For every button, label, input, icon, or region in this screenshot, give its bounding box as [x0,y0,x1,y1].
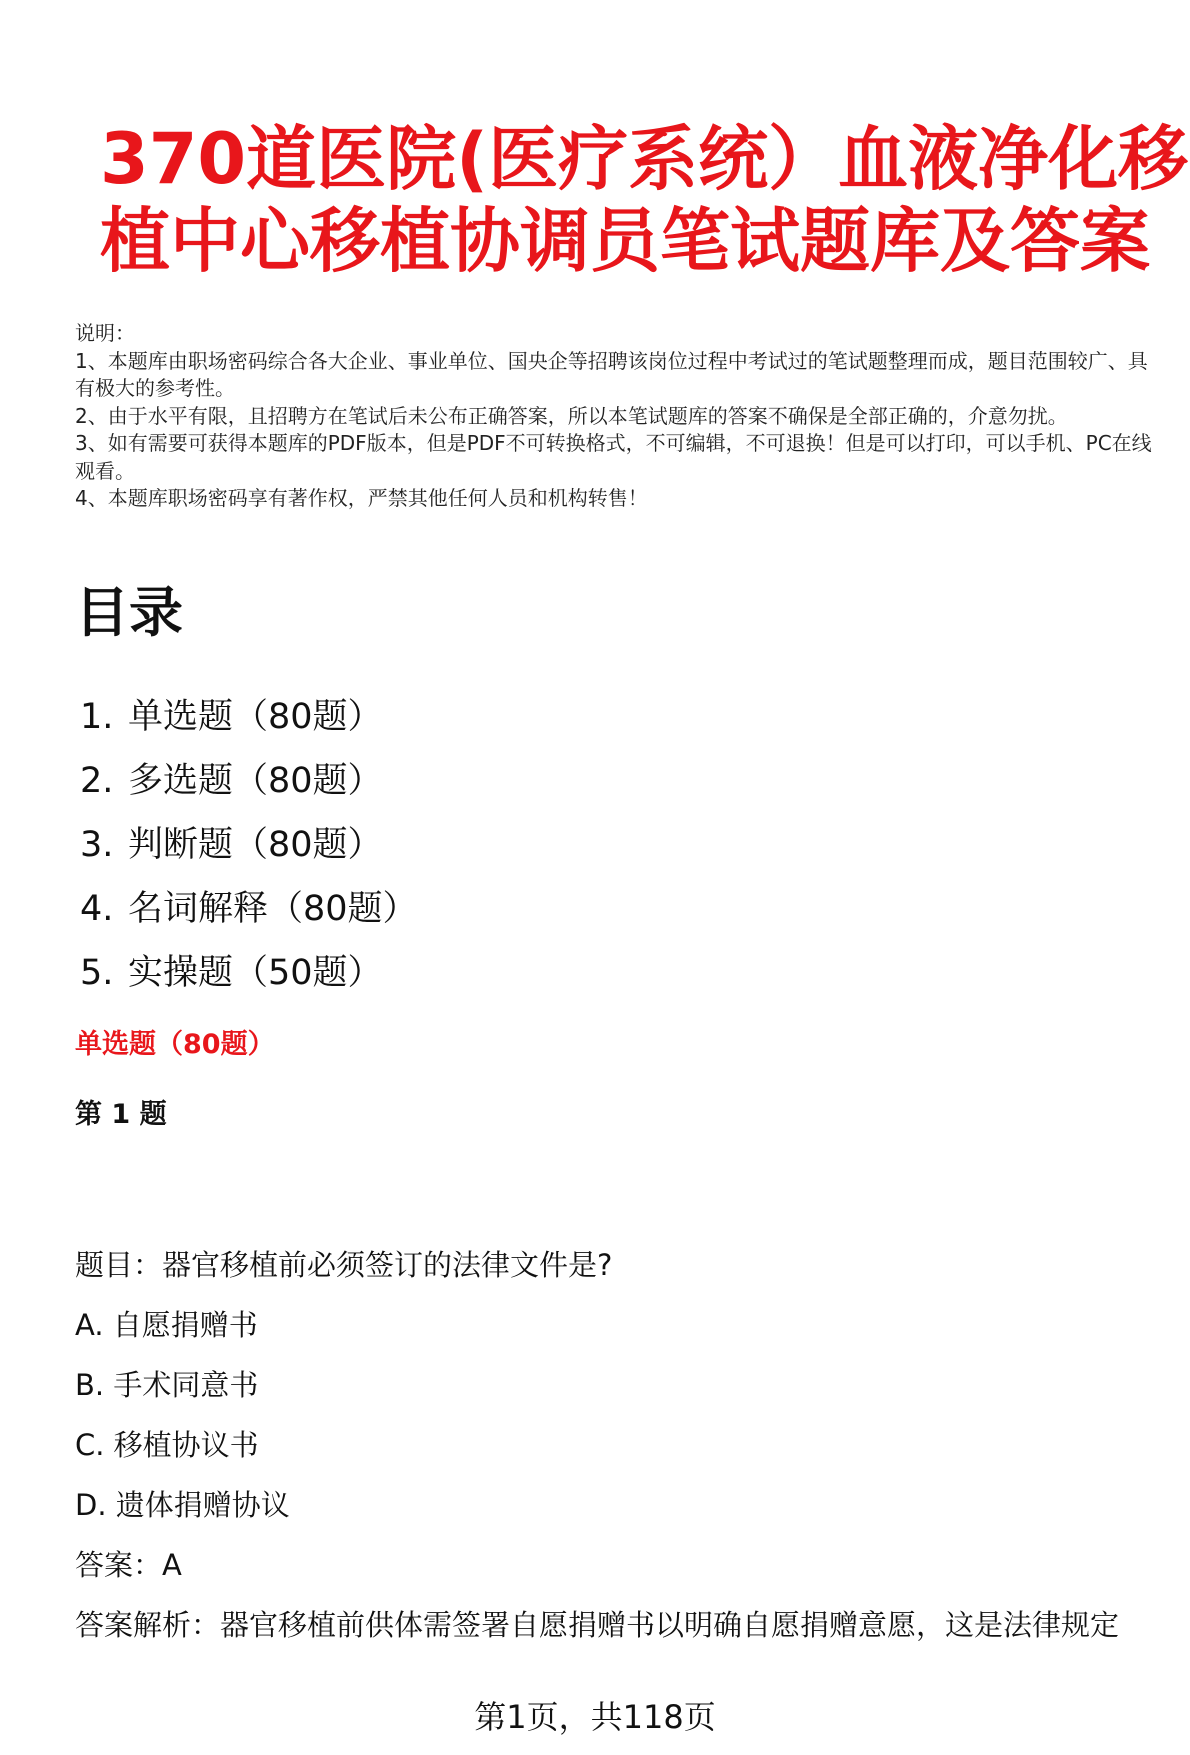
toc-heading: 目录 [75,581,183,644]
toc-item-number: 2. [80,761,114,801]
toc-item-label: 名词解释（80题） [128,889,418,929]
title-line-2: 植中心移植协调员笔试题库及答案 [100,200,1150,282]
section-title: 单选题（80题） [75,1029,275,1060]
title-line-1: 370道医院(医疗系统）血液净化移 [100,118,1189,200]
toc-item-practical[interactable] [80,941,418,1005]
instruction-item-3: 3、如有需要可获得本题库的PDF版本，但是PDF不可转换格式，不可编辑，不可退换！但是可以打印，可以手机、PC在线观看。 [75,431,1152,483]
page-footer: 第1页，共118页 [474,1698,716,1736]
option-b: B. 手术同意书 [75,1368,259,1402]
answer-explanation: 答案解析：器官移植前供体需签署自愿捐赠书以明确自愿捐赠意愿，这是法律规定 [75,1608,1120,1642]
option-d: D. 遗体捐赠协议 [75,1488,290,1522]
instructions-heading: 说明： [75,321,135,345]
instruction-item-4: 4、本题库职场密码享有著作权，严禁其他任何人员和机构转售！ [75,486,648,510]
toc-item-label: 多选题（80题） [128,761,383,801]
option-a: A. 自愿捐赠书 [75,1308,258,1342]
question-block [75,1245,1165,1665]
question-number: 第 1 题 [75,1099,167,1130]
instructions-block [75,320,1155,513]
question-stem: 题目：器官移植前必须签订的法律文件是? [75,1248,613,1282]
toc-item-label: 单选题（80题） [128,697,383,737]
toc-item-number: 3. [80,825,114,865]
toc-item-single-choice[interactable] [80,685,418,749]
answer: 答案：A [75,1548,182,1582]
toc-item-label: 判断题（80题） [128,825,383,865]
toc-item-terms[interactable] [80,877,418,941]
toc-item-number: 1. [80,697,114,737]
instruction-item-2: 2、由于水平有限，且招聘方在笔试后未公布正确答案，所以本笔试题库的答案不确保是全部正确的，介意勿扰。 [75,403,1068,428]
instruction-item-1: 1、本题库由职场密码综合各大企业、事业单位、国央企等招聘该岗位过程中考试过的笔试题整理而成，题目范围较广、具有极大的参考性。 [75,348,1148,400]
toc-item-true-false[interactable] [80,813,418,877]
table-of-contents [80,685,418,1005]
toc-item-label: 实操题（50题） [128,953,383,993]
toc-item-multiple-choice[interactable] [80,749,418,813]
toc-item-number: 5. [80,953,114,993]
option-c: C. 移植协议书 [75,1428,259,1462]
document-title [100,118,1189,282]
toc-item-number: 4. [80,889,114,929]
